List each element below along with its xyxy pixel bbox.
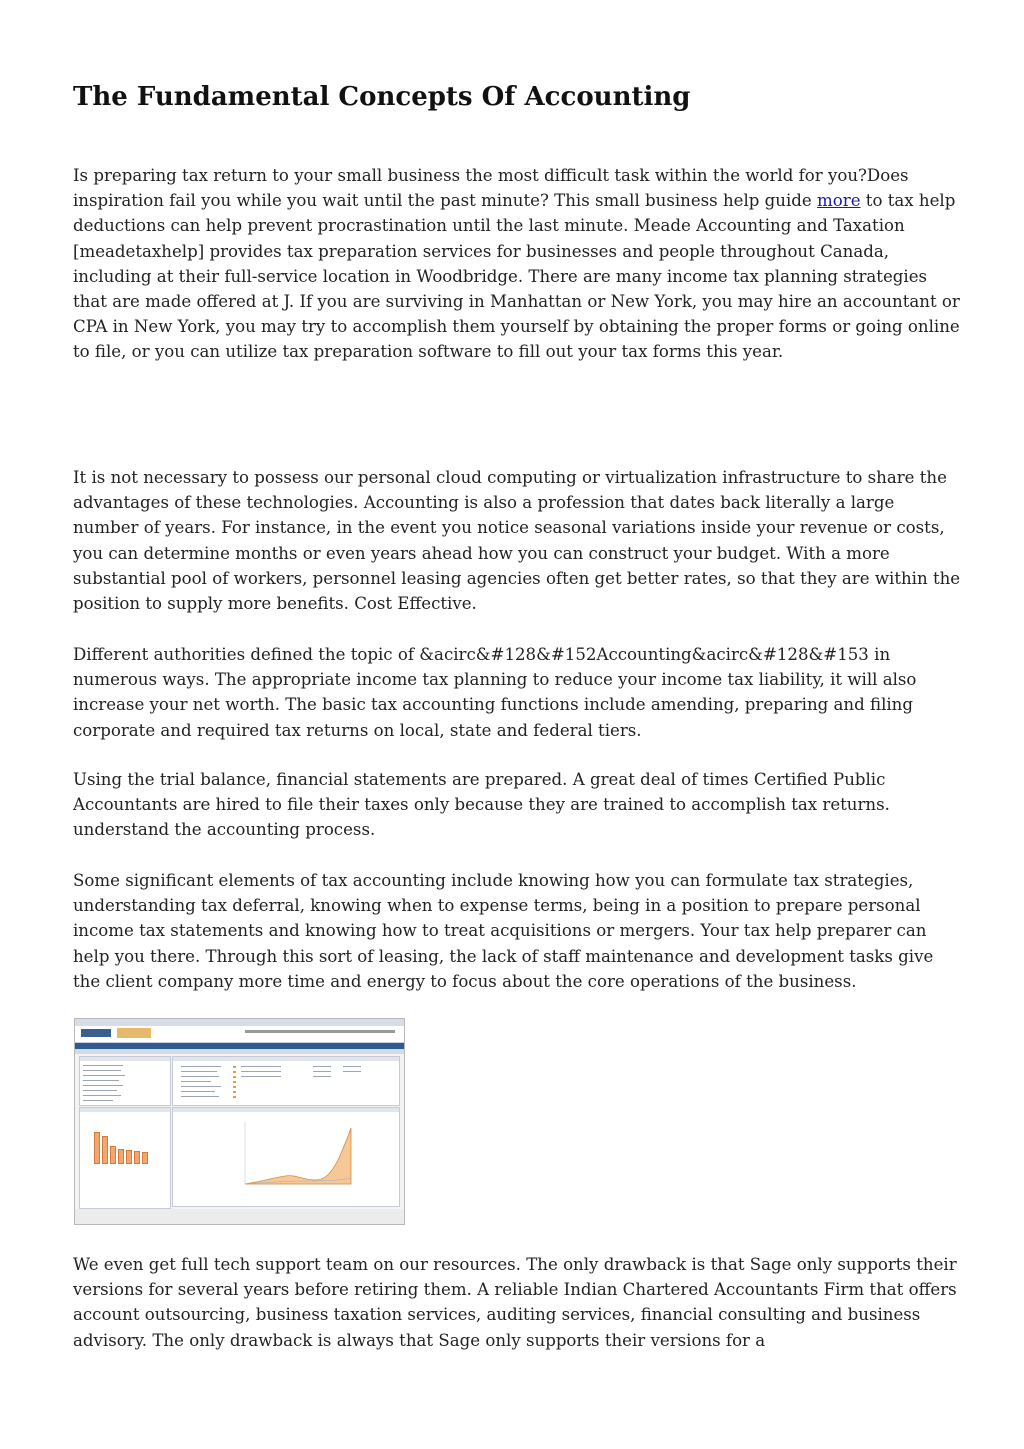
screenshot-logo-netsuite [81,1029,111,1037]
screenshot-kpi-panel [172,1056,400,1106]
article-title: The Fundamental Concepts Of Accounting [73,82,691,112]
paragraph-4: Using the trial balance, financial statements are prepared. A great deal of times Certified Public Accountants are hired to file their taxes only because they are trained to accomplish tax returns. understand the accounting process. [73,770,890,840]
screenshot-bar [134,1151,140,1164]
screenshot-bar-chart-panel [79,1107,171,1209]
paragraph-6: We even get full tech support team on our resources. The only drawback is that Sage only supports their versions for several years before retiring them. A reliable Indian Chartered Accountants Firm that offers account outsourcing, business taxation services, auditing services, financial consulting and business advisory. The only drawback is always that Sage only supports their versions for a [73,1255,957,1350]
screenshot-logo-holdings [117,1028,151,1038]
screenshot-footer [75,1209,404,1224]
screenshot-reminders-panel [79,1056,171,1106]
screenshot-bar [118,1149,124,1164]
screenshot-bar [142,1152,148,1164]
paragraph-1-text-start: Is preparing tax return to your small business the most difficult task within the world for you?Does inspiration fail you while you wait until the past minute? This small business help guide [73,166,909,211]
screenshot-bar [110,1146,116,1164]
screenshot-area-chart [173,1108,399,1206]
paragraph-5: Some significant elements of tax accounting include knowing how you can formulate tax strategies, understanding tax deferral, knowing when to expense terms, being in a position to prepare personal income tax statements and knowing how to treat acquisitions or mergers. Your tax help preparer can help you there. Through this sort of leasing, the lack of staff maintenance and development tasks give the client company more time and energy to focus about the core operations of the business. [73,871,934,991]
screenshot-bar [102,1136,108,1164]
screenshot-area-chart-panel [172,1107,400,1207]
screenshot-subnav-bar [75,1049,404,1054]
screenshot-header-text [245,1030,395,1033]
screenshot-bar [126,1150,132,1164]
paragraph-3: Different authorities defined the topic of &acirc&#128&#152Accounting&acirc&#128&#153 in numerous ways. The appropriate income tax planning to reduce your income tax liability, it will also increase your net worth. The basic tax accounting functions include amending, preparing and filing corporate and required tax returns on local, state and federal tiers. [73,645,917,740]
paragraph-1-text-end: to tax help deductions can help prevent procrastination until the last minute. Meade Accounting and Taxation [meadetaxhelp] provides tax preparation services for businesses and people throughout Canada, including at their full-service location in Woodbridge. There are many income tax planning strategies that are made offered at J. If you are surviving in Manhattan or New York, you may hire an accountant or CPA in New York, you may try to accomplish them yourself by obtaining the proper forms or going online to file, or you can utilize tax preparation software to fill out your tax forms this year. [73,191,960,362]
paragraph-2: It is not necessary to possess our personal cloud computing or virtualization infrastructure to share the advantages of these technologies. Accounting is also a profession that dates back literally a large number of years. For instance, in the event you notice seasonal variations inside your revenue or costs, you can determine months or even years ahead how you can construct your budget. With a more substantial pool of workers, personnel leasing agencies often get better rates, so that they are within the position to supply more benefits. Cost Effective. [73,468,961,614]
screenshot-titlebar [75,1019,404,1026]
paragraph-1 [73,163,963,365]
screenshot-bar [94,1132,100,1164]
accounting-software-screenshot [74,1018,405,1225]
more-link[interactable]: more [817,191,861,211]
